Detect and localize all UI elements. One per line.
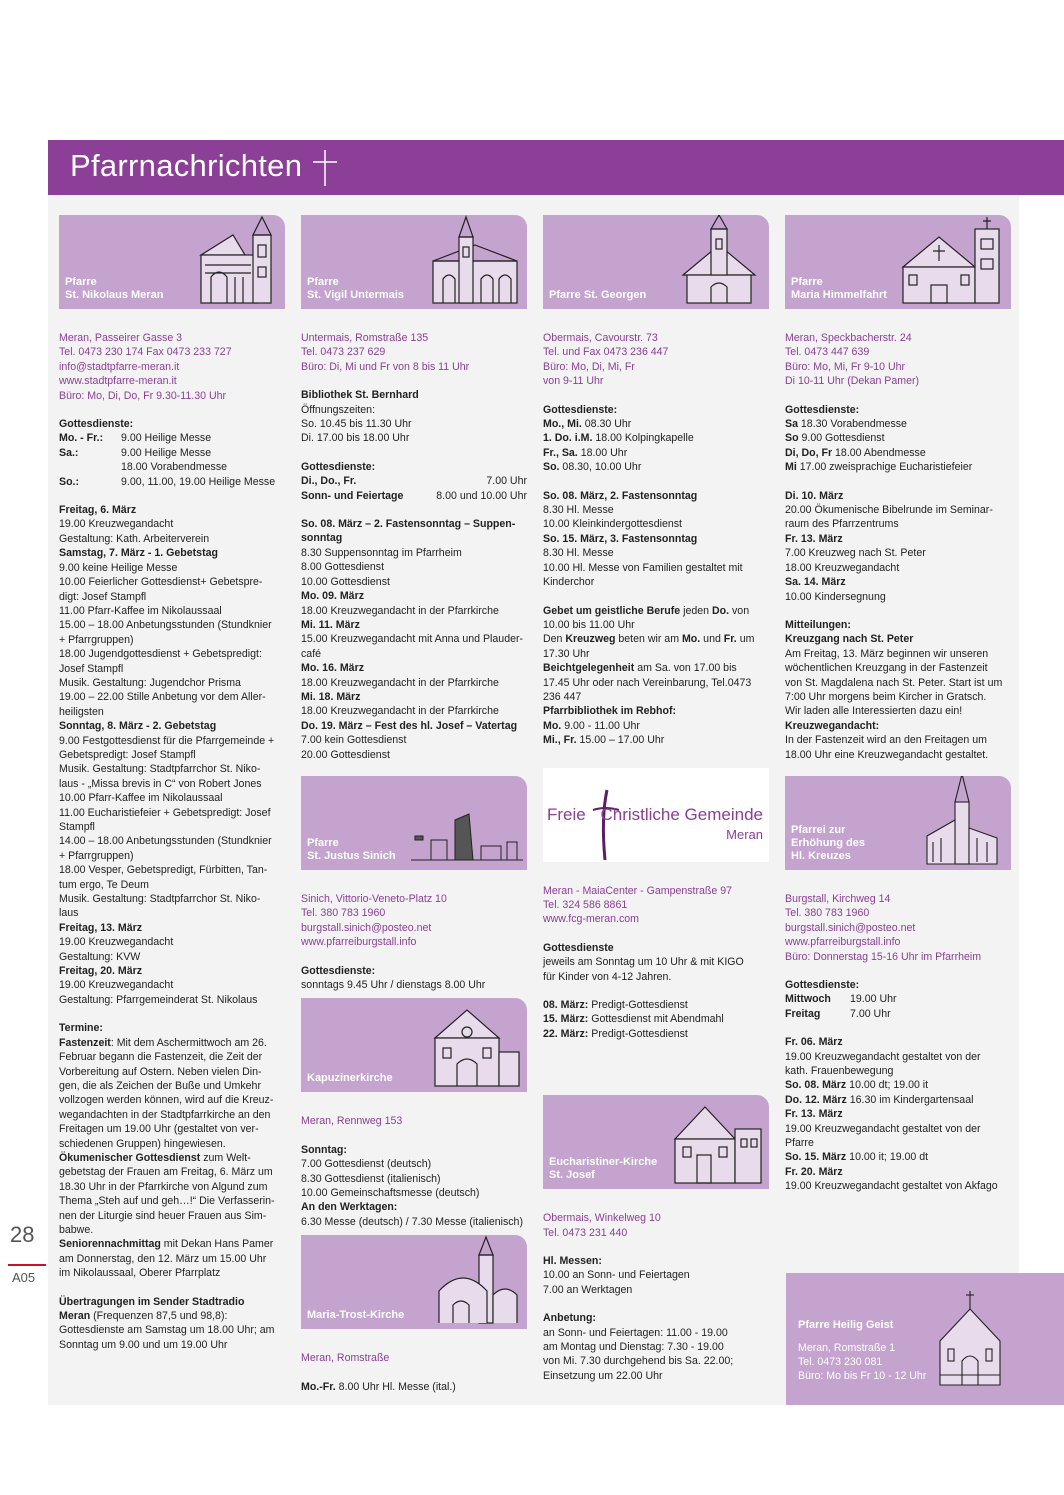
text-line: Fastenzeit: Mit dem Aschermittwoch am 26. xyxy=(59,1036,267,1049)
text-line: Gestaltung: Pfarrgemeinderat St. Nikolaus xyxy=(59,993,258,1006)
church-maria-trost-icon xyxy=(433,1235,523,1325)
section-heading: Gottesdienste: xyxy=(785,403,860,416)
parish-card-eucharistiner xyxy=(543,1095,769,1189)
text-line: von Mi. 7.30 durchgehend bis Sa. 22.00; xyxy=(543,1355,734,1368)
text-line: Do. 12. März 16.30 im Kindergartensaal xyxy=(785,1093,974,1106)
text-line: 7.00 Kreuzweg nach St. Peter xyxy=(785,547,926,560)
section-heading: Anbetung: xyxy=(543,1312,596,1325)
phone: Tel. 0473 447 639 xyxy=(785,346,870,359)
parish-card-heilig-geist xyxy=(786,1273,1064,1405)
text-line: Wir laden alle Interessierten dazu ein! xyxy=(785,705,963,718)
section-header xyxy=(48,140,1064,195)
website-link[interactable]: www.stadtpfarre-meran.it xyxy=(59,375,177,388)
text-line: 19.00 Kreuzwegandacht xyxy=(59,979,174,992)
text-line: 18.00 Kreuzwegandacht in der Pfarrkirche xyxy=(301,676,499,689)
section-heading: Gottesdienste: xyxy=(301,964,376,977)
card-title: Pfarre Maria Himmelfahrt xyxy=(791,276,887,301)
section-heading: Gottesdienste: xyxy=(543,403,618,416)
email-link[interactable]: info@stadtpfarre-meran.it xyxy=(59,360,180,373)
text-line: Gebetspredigt: Josef Stampfl xyxy=(59,748,196,761)
church-eucharistiner-icon xyxy=(669,1099,765,1185)
section-heading: Pfarrbibliothek im Rebhof: xyxy=(543,705,677,718)
event-heading: Fr. 13. März xyxy=(785,532,843,545)
text-line: gebetstag der Frauen am Freitag, 6. März um xyxy=(59,1166,273,1179)
address: Meran, Rennweg 153 xyxy=(301,1115,403,1128)
schedule-row: 18.00 Vorabendmesse xyxy=(121,461,228,474)
schedule-row: Sonn- und Feiertage 8.00 und 10.00 Uhr xyxy=(301,489,527,502)
event-heading: So. 15. März, 3. Fastensonntag xyxy=(543,532,698,545)
card-title: Pfarre St. Justus Sinich xyxy=(307,836,396,862)
text-line: 6.30 Messe (deutsch) / 7.30 Messe (italienisch) xyxy=(301,1215,523,1228)
address: Meran - MaiaCenter - Gampenstraße 97 xyxy=(543,884,732,897)
text-line: Am Freitag, 13. März beginnen wir unseren xyxy=(785,647,989,660)
text-line: Mo.-Fr. 8.00 Uhr Hl. Messe (ital.) xyxy=(301,1380,456,1393)
text-line: In der Fastenzeit wird an den Freitagen um xyxy=(785,734,987,747)
text-line: 8.00 Gottesdienst xyxy=(301,561,385,574)
text-line: 7.00 an Werktagen xyxy=(543,1283,633,1296)
schedule-row: 22. März: Predigt-Gottesdienst xyxy=(543,1027,688,1040)
event-heading: Sonntag, 8. März - 2. Gebetstag xyxy=(59,720,217,733)
text-line: Musik. Gestaltung: Stadtpfarrchor St. Niko- xyxy=(59,893,261,906)
text-line: 8.30 Suppensonntag im Pfarrheim xyxy=(301,546,462,559)
event-heading: So. 08. März, 2. Fastensonntag xyxy=(543,489,698,502)
parish-card-maria-trost xyxy=(301,1235,527,1329)
text-line: Gestaltung: Kath. Arbeiterverein xyxy=(59,532,210,545)
text-line: 14.00 – 18.00 Anbetungsstunden (Stundknier xyxy=(59,835,272,848)
text-line: 10.00 Feierlicher Gottesdienst+ Gebetspre- xyxy=(59,576,263,589)
text-line: 19.00 Kreuzwegandacht xyxy=(59,518,174,531)
section-heading: Termine: xyxy=(59,1022,103,1035)
event-heading: Freitag, 20. März xyxy=(59,965,143,978)
email-link[interactable]: burgstall.sinich@posteo.net xyxy=(785,921,916,934)
text-line: 18.00 Kreuzwegandacht in der Pfarrkirche xyxy=(301,604,499,617)
text-line: 7.00 Gottesdienst (deutsch) xyxy=(301,1158,432,1171)
event-heading: Freitag, 13. März xyxy=(59,921,143,934)
event-heading: Do. 19. März – Fest des hl. Josef – Vatertag xyxy=(301,719,518,732)
page-number: 28 xyxy=(10,1222,35,1247)
text-line: Freitagen um 19.00 Uhr (gestaltet von ver- xyxy=(59,1123,259,1136)
section-heading: Gottesdienste xyxy=(543,941,614,954)
text-line: am Montag und Dienstag: 7.30 - 19.00 xyxy=(543,1341,724,1354)
church-hl-kreuz-icon xyxy=(921,776,1007,866)
text-line: im Nikolaussaal, Oberer Pfarrplatz xyxy=(59,1267,221,1280)
text-line: 15.00 Kreuzwegandacht mit Anna und Plauder- xyxy=(301,633,524,646)
text-line: 19.00 Kreuzwegandacht gestaltet von der xyxy=(785,1050,981,1063)
text-line: 18.00 Jugendgottesdienst + Gebetspredigt: xyxy=(59,648,262,661)
phone: Tel. 0473 231 440 xyxy=(543,1226,628,1239)
text-line: wegandachten in der Stadtpfarrkirche an den xyxy=(59,1108,271,1121)
contact-block xyxy=(301,892,527,950)
address: Meran, Romstraße 1 xyxy=(798,1342,896,1354)
page-number-divider xyxy=(8,1264,46,1266)
text-line: Sonntag um 9.00 und um 19.00 Uhr xyxy=(59,1338,228,1351)
text-line: Gebet um geistliche Berufe jeden Do. von xyxy=(543,604,750,617)
text-line: Musik. Gestaltung: Jugendchor Prisma xyxy=(59,676,241,689)
church-vigil-icon xyxy=(423,215,523,305)
contact-block xyxy=(785,331,1011,389)
event-heading: Mo. 16. März xyxy=(301,662,364,675)
text-line: 10.00 Gemeinschaftsmesse (deutsch) xyxy=(301,1187,480,1200)
text-line: Beichtgelegenheit am Sa. von 17.00 bis xyxy=(543,662,737,675)
card-title: Eucharistiner-Kirche St. Josef xyxy=(549,1156,658,1182)
card-title: Pfarre St. Vigil Untermais xyxy=(307,276,404,301)
address: Meran, Romstraße xyxy=(301,1352,390,1365)
contact-block xyxy=(543,1211,769,1240)
schedule-row: So 9.00 Gottesdienst xyxy=(785,432,885,445)
text-line: Gestaltung: KVW xyxy=(59,950,141,963)
section-heading: Mitteilungen: xyxy=(785,618,851,631)
address: Untermais, Romstraße 135 xyxy=(301,332,429,344)
website-link[interactable]: www.pfarreiburgstall.info xyxy=(785,936,901,949)
text-line: babwe. xyxy=(59,1223,94,1236)
phone: Tel. 0473 237 629 xyxy=(301,346,386,359)
section-heading: Hl. Messen: xyxy=(543,1255,602,1268)
email-link[interactable]: burgstall.sinich@posteo.net xyxy=(301,921,432,934)
card-title: Maria-Trost-Kirche xyxy=(307,1309,405,1322)
schedule-row: Freitag 7.00 Uhr xyxy=(785,1007,891,1020)
text-line: wöchentlichen Kreuzgang in der Fastenzeit xyxy=(785,662,988,675)
section-heading: Sonntag: xyxy=(301,1143,347,1156)
card-title: Pfarre St. Georgen xyxy=(549,289,647,301)
text-line: schiedenen Gruppen) hingewiesen. xyxy=(59,1137,226,1150)
address: Sinich, Vittorio-Veneto-Platz 10 xyxy=(301,892,447,905)
church-justus-icon xyxy=(411,806,523,866)
text-line: 20.00 Ökumenische Bibelrunde im Seminar- xyxy=(785,504,993,517)
column-st-nikolaus xyxy=(59,215,285,1352)
event-heading: Freitag, 6. März xyxy=(59,504,137,517)
text-line: 10.00 Pfarr-Kaffee im Nikolaussaal xyxy=(59,792,223,805)
text-line: 17.45 Uhr oder nach Vereinbarung, Tel.0473 xyxy=(543,676,752,689)
text-line: kath. Frauenbewegung xyxy=(785,1065,894,1078)
text-line: 8.30 Hl. Messe xyxy=(543,547,614,560)
contact-block xyxy=(798,1341,926,1383)
text-line: So. 08. März 10.00 dt; 19.00 it xyxy=(785,1079,929,1092)
office-hours: Büro: Mo, Di, Do, Fr 9.30-11.30 Uhr xyxy=(59,389,227,402)
text-line: Februar begann die Fastenzeit, die Zeit der xyxy=(59,1051,263,1064)
church-himmelfahrt-icon xyxy=(895,215,1007,305)
column-maria-himmelfahrt xyxy=(785,215,1011,1194)
parish-card-st-georgen xyxy=(543,215,769,309)
text-line: Meran (Frequenzen 87,5 und 98,8): xyxy=(59,1310,228,1322)
text-line: 10.00 an Sonn- und Feiertagen xyxy=(543,1269,690,1282)
fcg-name: Freie Christliche Gemeinde xyxy=(547,804,763,824)
page-code: A05 xyxy=(12,1270,36,1285)
card-title: Pfarrei zur Erhöhung des Hl. Kreuzes xyxy=(791,823,865,862)
text-line: 9.00 keine Heilige Messe xyxy=(59,561,178,574)
office-hours: Büro: Mo, Mi, Fr 9-10 Uhr xyxy=(785,360,906,373)
text-line: Einsetzung um 22.00 Uhr xyxy=(543,1369,663,1382)
card-title: Pfarre Heilig Geist xyxy=(798,1319,894,1331)
schedule-row: Di, Do, Fr 18.00 Abendmesse xyxy=(785,446,926,459)
text-line: nen der Liturgie sind heuer Frauen aus Sim- xyxy=(59,1209,267,1222)
parish-card-st-vigil xyxy=(301,215,527,309)
phone: Tel. 380 783 1960 xyxy=(301,907,386,920)
section-heading: Gottesdienste: xyxy=(301,460,376,473)
schedule-row: So.: 9.00, 11.00, 19.00 Heilige Messe xyxy=(59,475,276,488)
schedule-row: Mittwoch 19.00 Uhr xyxy=(785,993,897,1006)
page-title: Pfarrnachrichten xyxy=(70,148,303,183)
text-line: 18.00 Kreuzwegandacht xyxy=(785,561,900,574)
event-heading: Fr. 20. März xyxy=(785,1165,843,1178)
text-line: 10.00 bis 11.00 Uhr xyxy=(543,618,635,631)
schedule-row: Mo. - Fr.: 9.00 Heilige Messe xyxy=(59,432,212,445)
phone: Tel. 324 586 8861 xyxy=(543,898,628,911)
text-line: Mo. 9.00 - 11.00 Uhr xyxy=(543,719,640,732)
website-link[interactable]: www.fcg-meran.com xyxy=(543,913,639,926)
section-heading: Übertragungen im Sender Stadtradio xyxy=(59,1295,245,1308)
text-line: am Donnerstag, den 12. März um 15.00 Uhr xyxy=(59,1252,267,1265)
text-line: 10.00 Gottesdienst xyxy=(301,575,390,588)
text-line: Vorbereitung auf Ostern. Neben vielen Din- xyxy=(59,1065,262,1078)
event-heading: Di. 10. März xyxy=(785,489,844,502)
text-line: Gottesdienste am Samstag um 18.00 Uhr; am xyxy=(59,1324,275,1337)
contact-block xyxy=(785,892,1011,964)
text-line: gen, die als Zeichen der Buße und Umkehr xyxy=(59,1079,261,1092)
contact-block xyxy=(543,884,769,927)
text-line: 236 447 xyxy=(543,690,582,703)
text-line: + Pfarrgruppen) xyxy=(59,849,134,862)
text-line: Stampfl xyxy=(59,821,95,833)
address: Meran, Speckbacherstr. 24 xyxy=(785,332,912,344)
office-hours: Büro: Donnerstag 15-16 Uhr im Pfarrheim xyxy=(785,950,982,963)
phone: Tel. 380 783 1960 xyxy=(785,907,870,920)
column-st-georgen xyxy=(543,215,769,1383)
text-line: tum ergo, Te Deum xyxy=(59,878,149,891)
phone: Tel. 0473 230 081 xyxy=(798,1356,883,1368)
text-line: So. 15. März 10.00 it; 19.00 dt xyxy=(785,1151,929,1164)
fcg-logo xyxy=(543,768,769,862)
contact-block xyxy=(543,331,769,389)
text-line: heiligsten xyxy=(59,705,104,718)
text-line: laus - „Missa brevis in C“ von Robert Jones xyxy=(59,777,262,790)
text-line: 10.00 Kindersegnung xyxy=(785,590,886,603)
section-heading: Gottesdienste: xyxy=(785,979,860,991)
text-line: 15.00 – 18.00 Anbetungsstunden (Stundknier xyxy=(59,619,272,632)
text-line: Thema „Steh auf und geh…!“ Die Verfasserin- xyxy=(59,1195,275,1208)
event-heading: Fr. 06. März xyxy=(785,1036,843,1049)
text-line: von St. Magdalena nach St. Peter. Start ist um xyxy=(785,676,1003,689)
text-line: 19.00 – 22.00 Stille Anbetung vor dem Aller- xyxy=(59,691,266,704)
text-line: 9.00 Festgottesdienst für die Pfarrgemeinde + xyxy=(59,734,275,747)
section-heading: Bibliothek St. Bernhard xyxy=(301,389,419,402)
text-line: 11.00 Eucharistiefeier + Gebetspredigt: Josef xyxy=(59,806,271,819)
schedule-row: Mi 17.00 zweisprachige Eucharistiefeier xyxy=(785,461,973,474)
text-line: vollzogen werden können, wird auf die Kreuz- xyxy=(59,1094,274,1107)
text-line: Öffnungszeiten: xyxy=(301,403,376,416)
text-line: für Kinder von 4-12 Jahren. xyxy=(543,970,672,983)
text-line: Musik. Gestaltung: Stadtpfarrchor St. Niko- xyxy=(59,763,261,776)
section-heading: Kreuzwegandacht: xyxy=(785,719,880,732)
section-heading: An den Werktagen: xyxy=(301,1201,398,1214)
text-line: Di. 17.00 bis 18.00 Uhr xyxy=(301,432,410,445)
section-heading: Kreuzgang nach St. Peter xyxy=(785,633,914,646)
card-title: Kapuzinerkirche xyxy=(307,1072,393,1085)
text-line: So. 10.45 bis 11.30 Uhr xyxy=(301,418,412,431)
text-line: 20.00 Gottesdienst xyxy=(301,748,390,761)
text-line: raum des Pfarrzentrums xyxy=(785,518,899,531)
office-hours: von 9-11 Uhr xyxy=(543,375,604,388)
section-heading: Gottesdienste: xyxy=(59,418,134,431)
parish-card-st-justus xyxy=(301,776,527,870)
card-title: Pfarre St. Nikolaus Meran xyxy=(65,276,164,301)
event-heading: Sa. 14. März xyxy=(785,576,846,589)
cross-icon xyxy=(310,148,340,188)
event-heading: Samstag, 7. März - 1. Gebetstag xyxy=(59,547,218,560)
text-line: 7:00 Uhr morgens beim Kircher in Gratsch. xyxy=(785,690,987,703)
event-heading: Mi. 18. März xyxy=(301,690,361,703)
text-line: Ökumenischer Gottesdienst zum Welt- xyxy=(59,1151,251,1164)
cross-icon xyxy=(591,788,621,862)
text-line: 10.00 Hl. Messe von Familien gestaltet mit xyxy=(543,561,743,574)
office-hours: Büro: Mo, Di, Mi, Fr xyxy=(543,360,635,373)
text-line: Seniorennachmittag mit Dekan Hans Pamer xyxy=(59,1238,274,1251)
contact-block xyxy=(59,331,285,403)
text-line: 19.00 Kreuzwegandacht gestaltet von der xyxy=(785,1122,981,1135)
office-hours: Büro: Mo bis Fr 10 - 12 Uhr xyxy=(798,1370,927,1382)
event-heading: Fr. 13. März xyxy=(785,1108,843,1121)
church-nikolaus-icon xyxy=(189,215,281,305)
text-line: laus xyxy=(59,907,79,920)
church-heilig-geist-icon xyxy=(936,1287,1006,1387)
website-link[interactable]: www.pfarreiburgstall.info xyxy=(301,936,417,949)
text-line: Den Kreuzweg beten wir am Mo. und Fr. um xyxy=(543,633,755,646)
schedule-row: So. 08.30, 10.00 Uhr xyxy=(543,461,642,474)
text-line: + Pfarrgruppen) xyxy=(59,633,134,646)
column-st-vigil xyxy=(301,215,527,1394)
schedule-row: 08. März: Predigt-Gottesdienst xyxy=(543,999,688,1011)
phone: Tel. 0473 230 174 Fax 0473 233 727 xyxy=(59,346,232,359)
schedule-row: Di., Do., Fr. 7.00 Uhr xyxy=(301,475,527,488)
church-georgen-icon xyxy=(673,215,765,305)
text-line: sonntags 9.45 Uhr / dienstags 8.00 Uhr xyxy=(301,979,486,991)
address: Obermais, Cavourstr. 73 xyxy=(543,332,658,344)
address: Meran, Passeirer Gasse 3 xyxy=(59,332,183,344)
text-line: Kinderchor xyxy=(543,576,595,589)
text-line: 8.30 Hl. Messe xyxy=(543,504,614,517)
event-heading: Mo. 09. März xyxy=(301,590,364,603)
text-line: 19.00 Kreuzwegandacht xyxy=(59,936,174,949)
text-line: digt: Josef Stampfl xyxy=(59,590,147,603)
text-line: Pfarre xyxy=(785,1137,814,1150)
text-line: 8.30 Gottesdienst (italienisch) xyxy=(301,1172,441,1185)
phone: Tel. und Fax 0473 236 447 xyxy=(543,346,669,359)
text-line: Josef Stampfl xyxy=(59,662,124,675)
text-line: 19.00 Kreuzwegandacht gestaltet von Akfago xyxy=(785,1180,998,1193)
address: Burgstall, Kirchweg 14 xyxy=(785,892,891,905)
text-line: jeweils am Sonntag um 10 Uhr & mit KIGO xyxy=(543,956,744,969)
schedule-row: Mo., Mi. 08.30 Uhr xyxy=(543,418,632,431)
schedule-row: 1. Do. i.M. 18.00 Kolpingkapelle xyxy=(543,432,694,445)
parish-card-maria-himmelfahrt xyxy=(785,215,1011,309)
event-heading: sonntag xyxy=(301,532,343,545)
parish-card-hl-kreuz xyxy=(785,776,1011,870)
text-line: an Sonn- und Feiertagen: 11.00 - 19.00 xyxy=(543,1326,728,1339)
text-line: 18.30 Uhr in der Pfarrkirche von Algund zum xyxy=(59,1180,268,1193)
office-hours: Büro: Di, Mi und Fr von 8 bis 11 Uhr xyxy=(301,360,470,373)
text-line: Mi., Fr. 15.00 – 17.00 Uhr xyxy=(543,734,665,747)
contact-block xyxy=(301,331,527,374)
parish-card-kapuzinerkirche xyxy=(301,998,527,1092)
parish-card-st-nikolaus xyxy=(59,215,285,309)
church-kapuziner-icon xyxy=(427,998,523,1088)
event-heading: Mi. 11. März xyxy=(301,618,360,631)
schedule-row: Sa 18.30 Vorabendmesse xyxy=(785,418,907,431)
schedule-row: 15. März: Gottesdienst mit Abendmahl xyxy=(543,1013,724,1026)
text-line: 7.00 kein Gottesdienst xyxy=(301,734,407,747)
event-heading: So. 08. März – 2. Fastensonntag – Suppen- xyxy=(301,518,516,531)
text-line: 18.00 Vesper, Gebetspredigt, Fürbitten, Tan- xyxy=(59,864,268,877)
text-line: 17.30 Uhr xyxy=(543,647,590,660)
schedule-row: Sa.: 9.00 Heilige Messe xyxy=(59,446,212,459)
fcg-subtitle: Meran xyxy=(726,826,763,842)
text-line: 18.00 Kreuzwegandacht in der Pfarrkirche xyxy=(301,705,499,718)
text-line: 18.00 Uhr eine Kreuzwegandacht gestaltet. xyxy=(785,748,989,761)
schedule-row: Fr., Sa. 18.00 Uhr xyxy=(543,446,628,459)
address: Obermais, Winkelweg 10 xyxy=(543,1212,661,1225)
text-line: 11.00 Pfarr-Kaffee im Nikolaussaal xyxy=(59,604,222,617)
text-line: café xyxy=(301,647,322,660)
office-hours: Di 10-11 Uhr (Dekan Pamer) xyxy=(785,375,920,388)
text-line: 10.00 Kleinkindergottesdienst xyxy=(543,518,682,531)
